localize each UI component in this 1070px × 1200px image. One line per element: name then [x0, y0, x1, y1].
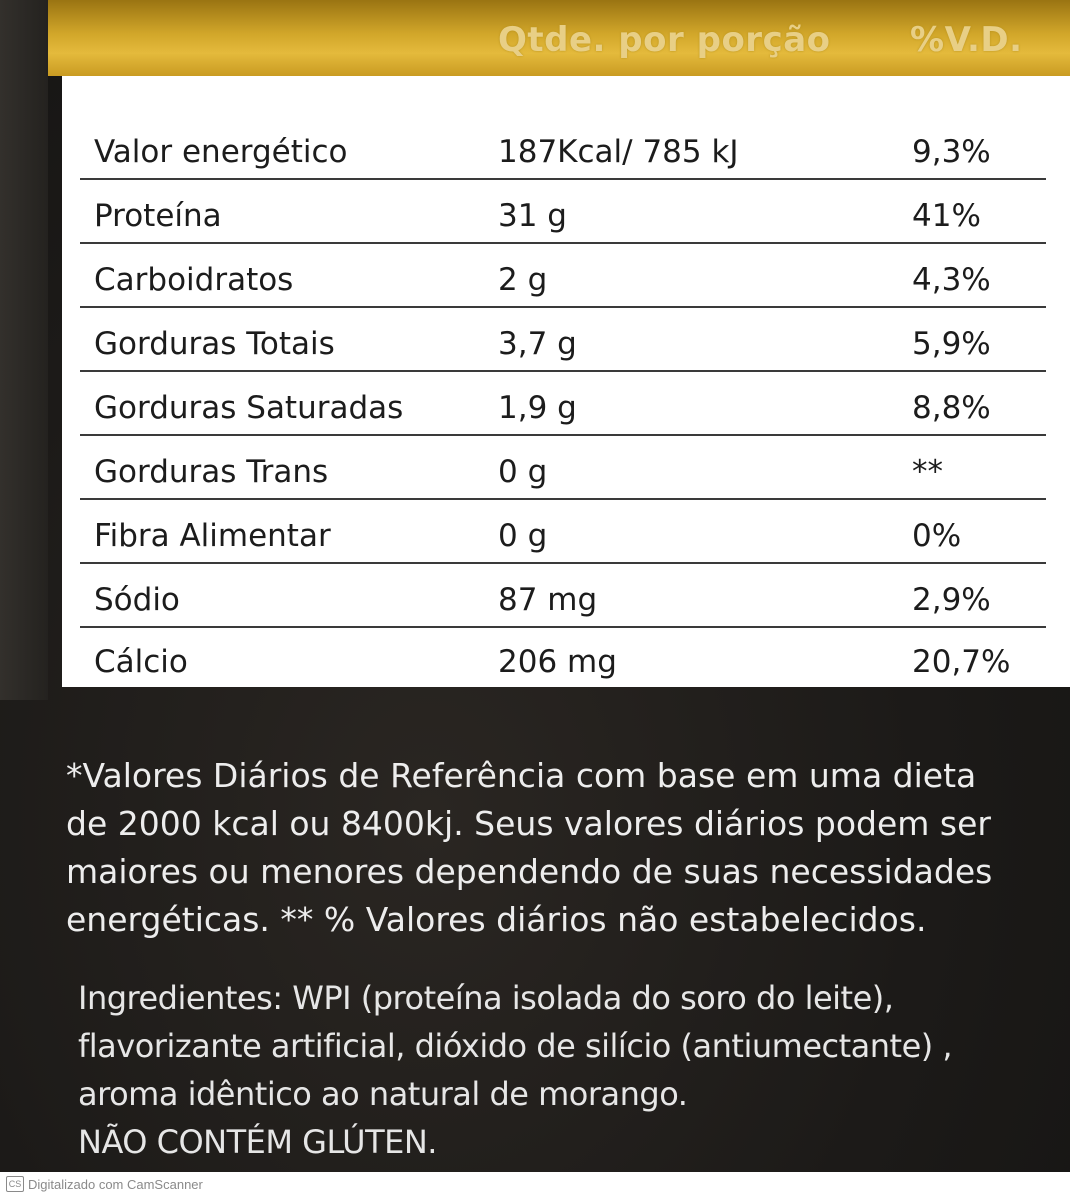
- nutrient-name: Proteína: [94, 198, 222, 234]
- nutrient-dv: 9,3%: [912, 134, 991, 170]
- nutrient-name: Valor energético: [94, 134, 348, 170]
- header-daily-value: %V.D.: [910, 20, 1023, 60]
- daily-values-footnote: [66, 752, 1070, 944]
- footnote-line: de 2000 kcal ou 8400kj. Seus valores diários podem ser: [66, 804, 991, 843]
- nutrient-qty: 1,9 g: [498, 390, 577, 426]
- footnote-line: maiores ou menores dependendo de suas necessidades: [66, 852, 993, 891]
- table-row: [80, 498, 1046, 564]
- nutrient-name: Sódio: [94, 582, 180, 618]
- nutrient-qty: 31 g: [498, 198, 567, 234]
- gluten-notice: NÃO CONTÉM GLÚTEN.: [78, 1123, 437, 1161]
- nutrient-name: Fibra Alimentar: [94, 518, 331, 554]
- ingredients-line: aroma idêntico ao natural de morango.: [78, 1075, 688, 1113]
- nutrient-name: Cálcio: [94, 644, 188, 680]
- header-qty-per-serving: Qtde. por porção: [498, 20, 831, 60]
- ingredients-line: flavorizante artificial, dióxido de silício (antiumectante) ,: [78, 1027, 953, 1065]
- nutrient-qty: 0 g: [498, 454, 548, 490]
- nutrient-name: Gorduras Totais: [94, 326, 335, 362]
- ingredients-line: Ingredientes: WPI (proteína isolada do soro do leite),: [78, 979, 894, 1017]
- table-row: [80, 178, 1046, 244]
- table-row: [80, 562, 1046, 628]
- table-row: [80, 114, 1046, 180]
- nutrient-dv: 41%: [912, 198, 981, 234]
- nutrient-dv: 0%: [912, 518, 962, 554]
- nutrient-name: Gorduras Saturadas: [94, 390, 404, 426]
- table-row: [80, 370, 1046, 436]
- nutrient-dv: 20,7%: [912, 644, 1011, 680]
- nutrient-dv: 8,8%: [912, 390, 991, 426]
- table-row: [80, 624, 1046, 688]
- footnote-line: *Valores Diários de Referência com base em uma dieta: [66, 756, 977, 795]
- nutrient-dv: **: [912, 454, 943, 490]
- nutrient-qty: 3,7 g: [498, 326, 577, 362]
- scanner-watermark: [6, 1176, 203, 1192]
- nutrient-qty: 0 g: [498, 518, 548, 554]
- nutrient-name: Carboidratos: [94, 262, 294, 298]
- nutrition-header: [48, 0, 1070, 76]
- footnote-line: energéticas. ** % Valores diários não estabelecidos.: [66, 900, 927, 939]
- ingredients-list: [78, 974, 1058, 1166]
- watermark-text: Digitalizado com CamScanner: [28, 1176, 203, 1192]
- nutrient-qty: 187Kcal/ 785 kJ: [498, 134, 739, 170]
- table-row: [80, 242, 1046, 308]
- label-side-strip: [0, 0, 48, 700]
- nutrient-name: Gorduras Trans: [94, 454, 329, 490]
- nutrition-table: [62, 76, 1070, 687]
- nutrient-dv: 2,9%: [912, 582, 991, 618]
- camscanner-icon: CS: [6, 1176, 24, 1192]
- table-row: [80, 306, 1046, 372]
- nutrient-qty: 206 mg: [498, 644, 617, 680]
- nutrient-qty: 87 mg: [498, 582, 598, 618]
- nutrient-dv: 5,9%: [912, 326, 991, 362]
- table-row: [80, 434, 1046, 500]
- nutrient-qty: 2 g: [498, 262, 548, 298]
- nutrient-dv: 4,3%: [912, 262, 991, 298]
